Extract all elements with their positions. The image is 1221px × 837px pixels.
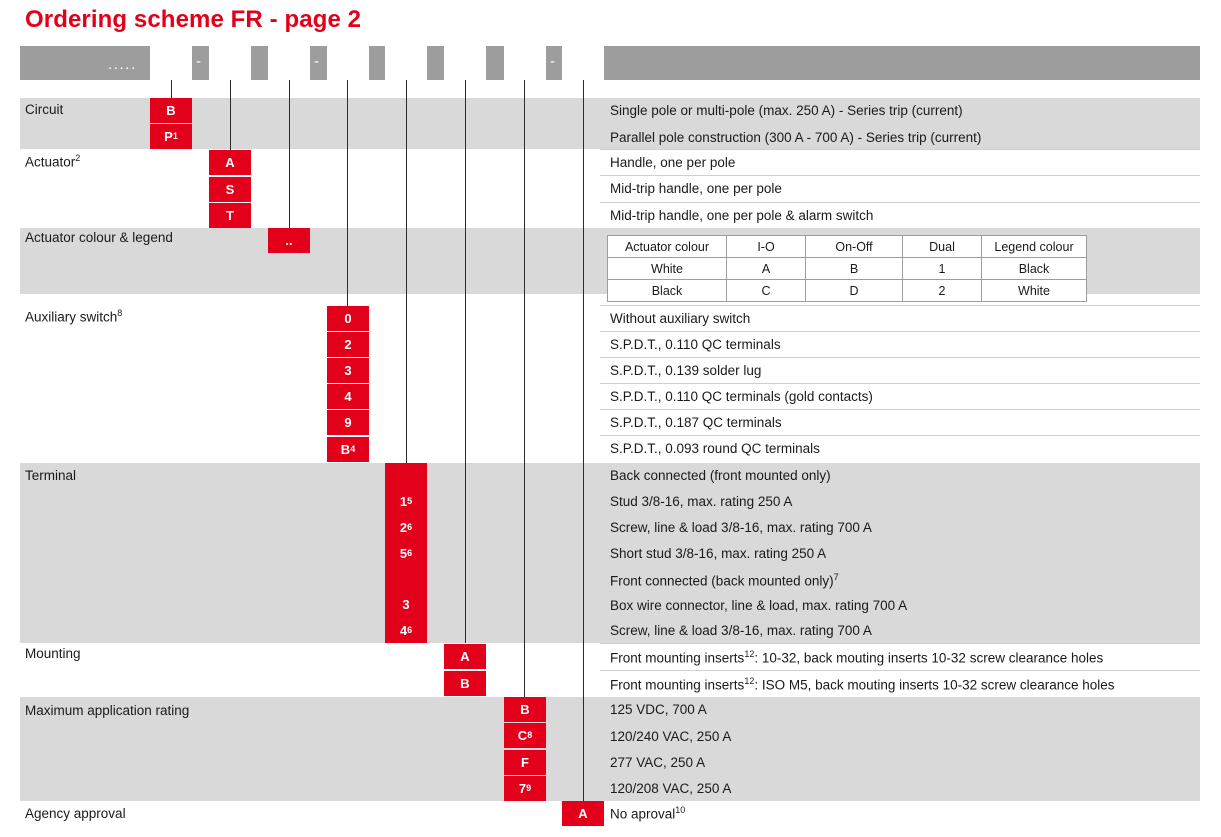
section-label-circuit: Circuit <box>25 102 64 117</box>
desc-terminal-5: Box wire connector, line & load, max. rating 700 A <box>610 598 908 613</box>
code-box-aux-switch <box>327 46 369 80</box>
code-box-circuit <box>150 46 192 80</box>
desc-aux-5: S.P.D.T., 0.093 round QC terminals <box>610 441 820 456</box>
section-label-actuator: Actuator$^2$ <box>25 153 81 170</box>
cell-colour-white: White <box>608 258 727 280</box>
code-chip-rating-f: F <box>504 750 546 775</box>
section-label-max-rating: Maximum application rating <box>25 703 190 718</box>
th-legend-colour: Legend colour <box>982 236 1087 258</box>
code-chip-circuit-b: B <box>150 98 192 123</box>
desc-terminal-4: Front connected (back mounted only)$^7$ <box>610 572 839 589</box>
desc-aux-4: S.P.D.T., 0.187 QC terminals <box>610 415 782 430</box>
desc-rating-2: 277 VAC, 250 A <box>610 755 706 770</box>
desc-rating-1: 120/240 VAC, 250 A <box>610 729 732 744</box>
code-chip-terminal-2: 2 6 <box>399 519 413 535</box>
code-box-actuator <box>209 46 251 80</box>
desc-terminal-1: Stud 3/8-16, max. rating 250 A <box>610 494 793 509</box>
connector-mounting <box>465 80 466 643</box>
desc-aux-3: S.P.D.T., 0.110 QC terminals (gold contacts) <box>610 389 873 404</box>
cell-colour-black: Black <box>608 280 727 302</box>
cell-legend-white: White <box>982 280 1087 302</box>
th-dual: Dual <box>903 236 982 258</box>
cell-onoff-d: D <box>806 280 903 302</box>
connector-aux <box>347 80 348 308</box>
connector-max-rating <box>524 80 525 697</box>
code-dash-2: - <box>314 53 319 70</box>
desc-mounting-1: Front mounting inserts$^{12}$: ISO M5, back mouting inserts 10-32 screw clearance holes <box>610 676 1115 693</box>
code-chip-aux-0: 0 <box>327 306 369 331</box>
code-chip-mounting-b: B <box>444 671 486 696</box>
code-box-terminal <box>385 46 427 80</box>
separator-actuator-2 <box>600 175 1200 176</box>
desc-aux-2: S.P.D.T., 0.139 solder lug <box>610 363 762 378</box>
cell-dual-2: 2 <box>903 280 982 302</box>
page-title: Ordering scheme FR - page 2 <box>25 6 362 33</box>
connector-terminal <box>406 80 407 465</box>
code-chip-rating-b: B <box>504 697 546 722</box>
code-dash-3: - <box>550 53 555 70</box>
cell-io-c: C <box>727 280 806 302</box>
separator-mounting-1 <box>600 643 1200 644</box>
table-header-row <box>608 236 1087 258</box>
th-on-off: On-Off <box>806 236 903 258</box>
code-box-colour <box>268 46 310 80</box>
code-chip-rating-79: 7 9 <box>504 776 546 801</box>
code-chip-aux-2: 2 <box>327 332 369 357</box>
code-box-agency <box>562 46 604 80</box>
separator-aux-4 <box>600 383 1200 384</box>
code-chip-actuator-a: A <box>209 150 251 175</box>
code-chip-aux-9: 9 <box>327 410 369 435</box>
code-chip-rating-c8: C 8 <box>504 723 546 748</box>
section-label-actuator-colour: Actuator colour & legend <box>25 230 173 245</box>
separator-aux-5 <box>600 409 1200 410</box>
desc-terminal-0: Back connected (front mounted only) <box>610 468 831 483</box>
separator-aux-2 <box>600 331 1200 332</box>
code-chip-aux-b4: B 4 <box>327 437 369 462</box>
desc-circuit-0: Single pole or multi-pole (max. 250 A) - Series trip (current) <box>610 103 963 118</box>
code-dash-1: - <box>196 53 201 70</box>
desc-actuator-1: Mid-trip handle, one per pole <box>610 181 782 196</box>
code-chip-terminal-4: 4 6 <box>399 622 413 638</box>
connector-agency <box>583 80 584 801</box>
connector-colour <box>289 80 290 231</box>
code-chip-agency-a: A <box>562 801 604 826</box>
code-chip-actuator-t: T <box>209 203 251 228</box>
code-bar-dots: ..... <box>108 56 137 73</box>
code-chip-aux-3: 3 <box>327 358 369 383</box>
code-chip-terminal-1: 1 5 <box>399 494 413 510</box>
desc-terminal-2: Screw, line & load 3/8-16, max. rating 700 A <box>610 520 872 535</box>
separator-aux-1 <box>600 305 1200 306</box>
section-label-mounting: Mounting <box>25 646 81 661</box>
code-chip-mounting-a: A <box>444 644 486 669</box>
table-row <box>608 280 1087 302</box>
th-actuator-colour: Actuator colour <box>608 236 727 258</box>
desc-aux-0: Without auxiliary switch <box>610 311 751 326</box>
desc-terminal-3: Short stud 3/8-16, max. rating 250 A <box>610 546 827 561</box>
cell-onoff-b: B <box>806 258 903 280</box>
code-box-max-rating <box>504 46 546 80</box>
th-io: I-O <box>727 236 806 258</box>
code-chip-aux-4: 4 <box>327 384 369 409</box>
code-chip-actuator-s: S <box>209 177 251 202</box>
section-label-agency: Agency approval <box>25 806 126 821</box>
code-chip-terminal-block <box>385 463 427 643</box>
cell-dual-1: 1 <box>903 258 982 280</box>
separator-actuator-1 <box>600 149 1200 150</box>
separator-actuator-3 <box>600 202 1200 203</box>
cell-io-a: A <box>727 258 806 280</box>
colour-legend-table <box>607 235 1087 302</box>
desc-rating-0: 125 VDC, 700 A <box>610 702 707 717</box>
desc-circuit-1: Parallel pole construction (300 A - 700 A) - Series trip (current) <box>610 130 982 145</box>
cell-legend-black: Black <box>982 258 1087 280</box>
desc-actuator-0: Handle, one per pole <box>610 155 736 170</box>
section-label-terminal: Terminal <box>25 468 77 483</box>
connector-circuit <box>171 80 172 100</box>
code-chip-circuit-p1: P 1 <box>150 124 192 149</box>
table-row <box>608 258 1087 280</box>
separator-aux-6 <box>600 435 1200 436</box>
desc-rating-3: 120/208 VAC, 250 A <box>610 781 732 796</box>
desc-actuator-2: Mid-trip handle, one per pole & alarm switch <box>610 208 874 223</box>
desc-terminal-6: Screw, line & load 3/8-16, max. rating 700 A <box>610 623 872 638</box>
code-chip-colour: .. <box>268 228 310 253</box>
separator-aux-3 <box>600 357 1200 358</box>
desc-aux-1: S.P.D.T., 0.110 QC terminals <box>610 337 781 352</box>
desc-mounting-0: Front mounting inserts$^{12}$: 10-32, back mouting inserts 10-32 screw clearance holes <box>610 649 1104 666</box>
code-chip-terminal-5: 5 6 <box>399 545 413 561</box>
code-box-mounting <box>444 46 486 80</box>
code-chip-terminal-3: 3 <box>402 596 410 612</box>
section-label-aux-switch: Auxiliary switch$^8$ <box>25 308 123 325</box>
desc-agency-0: No aproval$^{10}$ <box>610 805 686 822</box>
separator-mounting-2 <box>600 670 1200 671</box>
connector-actuator <box>230 80 231 152</box>
